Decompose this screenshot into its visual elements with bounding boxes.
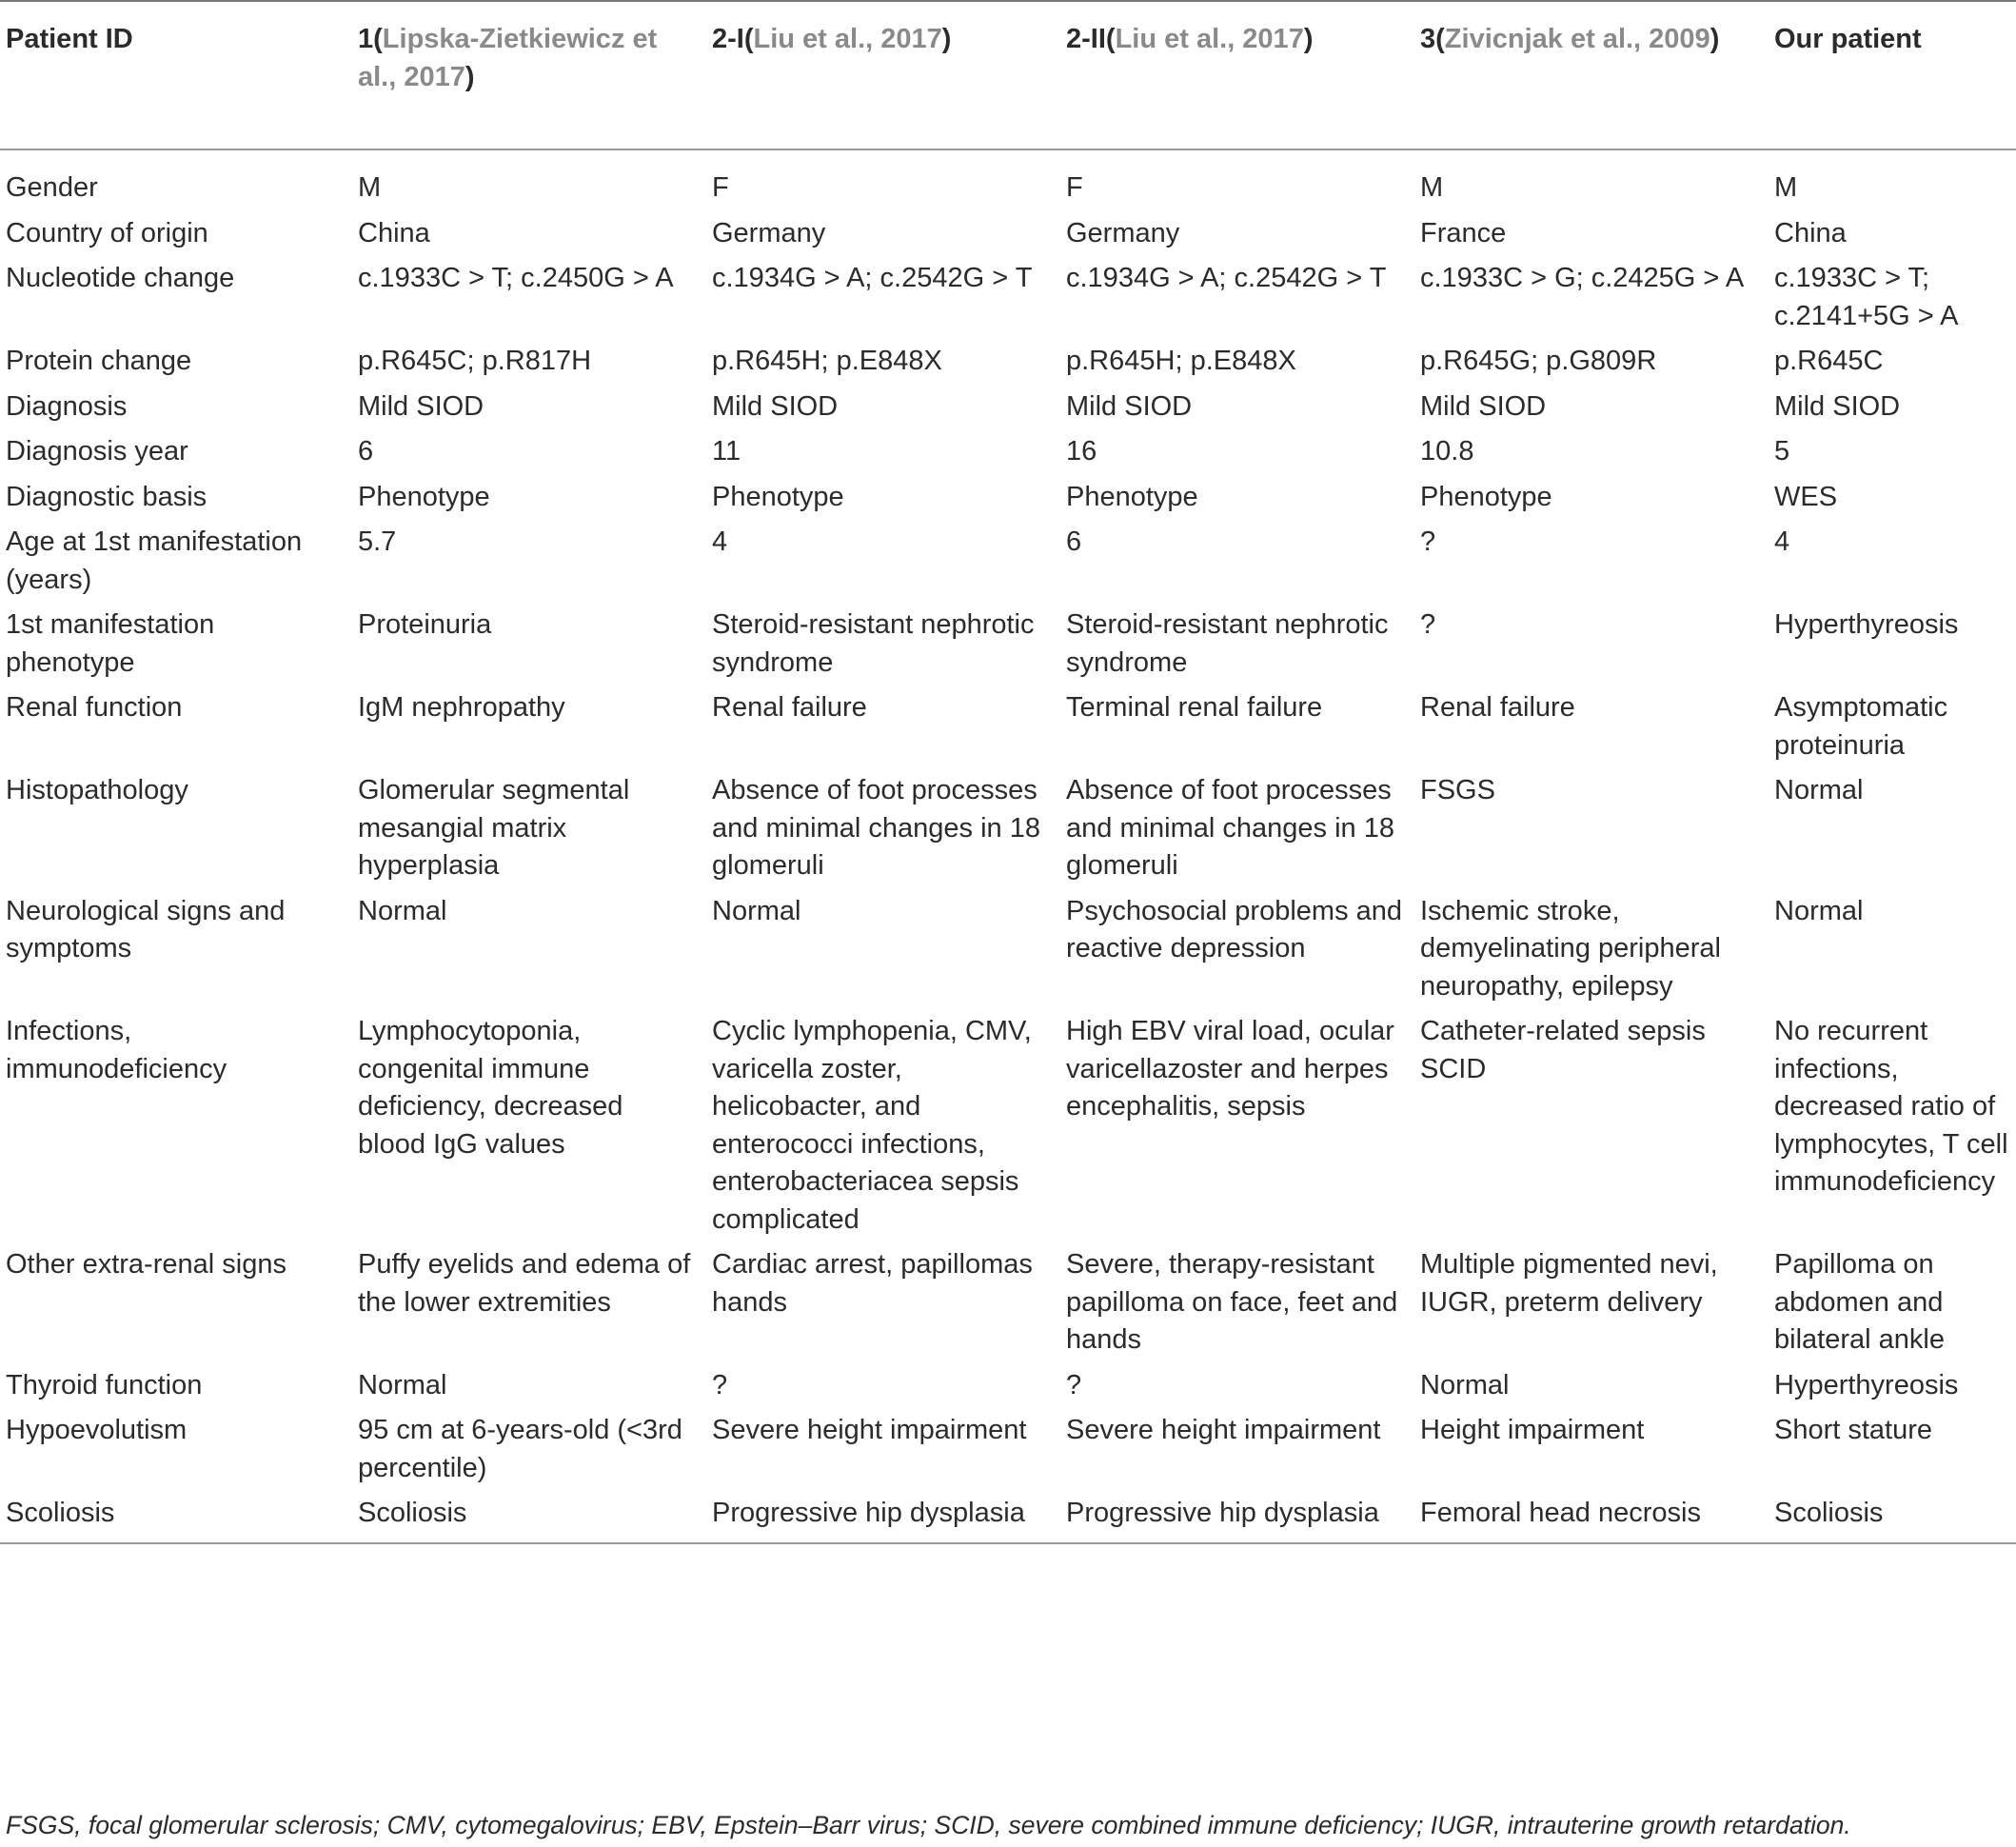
cell-patient-2-i: ? [712,1369,728,1400]
cell-patient-3: Phenotype [1420,481,1552,512]
cell-patient-3: France [1420,217,1507,248]
header-patient-2-i [704,1,1058,149]
cell-patient-2-ii: Mild SIOD [1066,390,1193,422]
reference-link[interactable]: Zivicnjak et al., 2009 [1444,24,1710,54]
cell-our-patient: WES [1774,481,1838,512]
row-label: Neurological signs and symptoms [6,895,286,963]
cell-patient-3: ? [1420,609,1436,640]
reference-link[interactable]: Liu et al., 2017 [1115,24,1304,54]
cell-patient-2-ii: Severe, therapy-resistant papilloma on face, feet and hands [1066,1249,1398,1355]
header-patient-2-ii [1058,1,1413,149]
row-label: 1st manifestation phenotype [6,609,215,678]
cell-patient-1: Lymphocytoponia, congenital immune deficiency, decreased blood IgG values [358,1016,623,1160]
cell-patient-2-i: p.R645H; p.E848X [712,346,942,376]
table-row [0,260,2016,343]
table-row [0,433,2016,479]
cell-patient-2-i: Steroid-resistant nephrotic syndrome [712,609,1035,678]
header-patient-1 [350,1,704,149]
cell-patient-3: Height impairment [1420,1415,1645,1445]
row-label: Other extra-renal signs [6,1249,287,1280]
cell-our-patient: Hyperthyreosis [1774,609,1959,640]
table-row [0,343,2016,388]
table-row [0,215,2016,261]
cell-patient-1: Proteinuria [358,609,492,640]
table-row [0,388,2016,434]
cell-patient-1: Scoliosis [358,1498,467,1528]
cell-patient-2-ii: 16 [1066,436,1097,467]
cell-patient-1: Mild SIOD [358,390,484,422]
cell-patient-1: 5.7 [358,526,397,557]
cell-our-patient: 5 [1774,436,1790,467]
header-paren: ) [1303,24,1314,54]
row-label: Hypoevolutism [6,1415,188,1445]
header-patient-number: 1( [358,24,383,54]
reference-link[interactable]: Liu et al., 2017 [753,24,942,54]
cell-patient-3: Multiple pigmented nevi, IUGR, preterm delivery [1420,1249,1718,1318]
row-label: Diagnostic basis [6,481,208,512]
header-patient-number: 2-I( [712,24,754,54]
cell-patient-3: Renal failure [1420,692,1575,723]
row-label: Diagnosis year [6,436,188,467]
cell-patient-2-i: Normal [712,895,801,926]
cell-patient-2-ii: Absence of foot processes and minimal changes in 18 glomeruli [1066,775,1394,881]
cell-patient-2-i: Phenotype [712,481,844,512]
cell-our-patient: Normal [1774,775,1864,805]
header-patient-id: Patient ID [6,24,133,54]
cell-patient-2-ii: Steroid-resistant nephrotic syndrome [1066,609,1389,678]
table-row [0,772,2016,893]
cell-patient-2-i: Renal failure [712,692,867,723]
cell-patient-2-i: 4 [712,526,728,557]
header-paren: ) [464,61,475,92]
table-row [0,149,2016,215]
header-patient-number: 3( [1420,24,1445,54]
cell-patient-2-i: Severe height impairment [712,1415,1027,1445]
cell-patient-3: Ischemic stroke, demyelinating peripheral neuropathy, epilepsy [1420,895,1721,1002]
cell-patient-2-ii: Phenotype [1066,481,1198,512]
table-footnote: FSGS, focal glomerular sclerosis; CMV, cytomegalovirus; EBV, Epstein–Barr virus; SCID, severe combined immune deficiency; IUGR, intrauterine growth retardation. [6,1811,1851,1839]
row-label: Nucleotide change [6,263,235,293]
cell-our-patient: Scoliosis [1774,1498,1884,1528]
cell-patient-2-ii: p.R645H; p.E848X [1066,346,1296,376]
cell-patient-3: Catheter-related sepsis SCID [1420,1016,1706,1084]
header-row [0,1,2016,149]
cell-patient-1: Normal [358,1369,447,1400]
cell-patient-3: Normal [1420,1369,1510,1400]
cell-our-patient: Papilloma on abdomen and bilateral ankle [1774,1249,1945,1355]
cell-patient-2-ii: Progressive hip dysplasia [1066,1498,1379,1528]
cell-patient-2-i: Absence of foot processes and minimal changes in 18 glomeruli [712,775,1040,881]
cell-our-patient: Short stature [1774,1415,1933,1445]
row-label: Protein change [6,346,192,376]
cell-our-patient: Asymptomatic proteinuria [1774,692,1948,761]
header-patient-number: 2-II( [1066,24,1116,54]
cell-our-patient: 4 [1774,526,1790,557]
cell-patient-3: Mild SIOD [1420,390,1547,422]
cell-patient-3: ? [1420,526,1436,557]
table-row [0,1412,2016,1495]
cell-patient-3: Femoral head necrosis [1420,1498,1701,1528]
table-row [0,689,2016,772]
cell-patient-2-ii: Terminal renal failure [1066,692,1323,723]
cell-patient-2-i: Cyclic lymphopenia, CMV, varicella zoster, helicobacter, and enterococci infections, enterobacteriacea sepsis complicated [712,1016,1032,1235]
cell-our-patient: No recurrent infections, decreased ratio of lymphocytes, T cell immunodeficiency [1774,1016,2008,1197]
row-label: Diagnosis [6,390,128,422]
cell-patient-1: 6 [358,436,374,467]
cell-patient-2-ii: 6 [1066,526,1082,557]
row-label: Gender [6,172,98,203]
cell-patient-2-i: Cardiac arrest, papillomas hands [712,1249,1033,1318]
cell-patient-3: M [1420,172,1444,203]
header-our-patient: Our patient [1774,24,1922,54]
cell-our-patient: M [1774,172,1798,203]
cell-patient-2-ii: c.1934G > A; c.2542G > T [1066,263,1387,293]
cell-our-patient: Hyperthyreosis [1774,1369,1959,1400]
cell-our-patient: p.R645C [1774,346,1884,376]
cell-patient-1: Glomerular segmental mesangial matrix hyperplasia [358,775,630,881]
table-body [0,149,2016,1543]
cell-our-patient: Normal [1774,895,1864,926]
row-label: Age at 1st manifestation (years) [6,526,303,595]
row-label: Infections, immunodeficiency [6,1016,227,1084]
cell-patient-1: M [358,172,382,203]
cell-patient-2-i: Mild SIOD [712,390,839,422]
table-row [0,479,2016,525]
row-label: Renal function [6,692,183,723]
cell-patient-2-i: 11 [712,436,741,467]
header-paren: ) [941,24,952,54]
row-label: Thyroid function [6,1369,203,1400]
cell-our-patient: China [1774,217,1847,248]
cell-patient-1: 95 cm at 6-years-old (<3rd percentile) [358,1415,682,1483]
row-label: Scoliosis [6,1498,115,1528]
cell-our-patient: c.1933C > T; c.2141+5G > A [1774,263,1959,331]
cell-patient-2-i: Progressive hip dysplasia [712,1498,1025,1528]
table-row [0,1013,2016,1246]
cell-patient-2-ii: Germany [1066,217,1180,248]
cell-patient-1: IgM nephropathy [358,692,565,723]
cell-patient-3: 10.8 [1420,436,1474,467]
cell-patient-2-i: F [712,172,729,203]
cell-patient-2-ii: F [1066,172,1083,203]
cell-patient-2-i: c.1934G > A; c.2542G > T [712,263,1033,293]
row-label: Histopathology [6,775,188,805]
table-row [0,1246,2016,1367]
table-row [0,524,2016,606]
cell-patient-3: FSGS [1420,775,1495,805]
table-header [0,1,2016,149]
cell-patient-1: China [358,217,430,248]
table-row [0,1367,2016,1413]
cell-patient-1: c.1933C > T; c.2450G > A [358,263,674,293]
cell-patient-3: c.1933C > G; c.2425G > A [1420,263,1745,293]
cell-patient-2-ii: ? [1066,1369,1082,1400]
table-row [0,1495,2016,1543]
row-label: Country of origin [6,217,208,248]
cell-patient-1: Phenotype [358,481,490,512]
cell-patient-2-ii: Psychosocial problems and reactive depression [1066,895,1403,963]
cell-patient-2-ii: Severe height impairment [1066,1415,1381,1445]
cell-our-patient: Mild SIOD [1774,390,1901,422]
reference-link[interactable]: Lipska-Zietkiewicz et al., 2017 [358,24,658,92]
header-paren: ) [1710,24,1720,54]
cell-patient-1: Puffy eyelids and edema of the lower extremities [358,1249,691,1318]
cell-patient-3: p.R645G; p.G809R [1420,346,1657,376]
table-row [0,893,2016,1014]
cell-patient-2-ii: High EBV viral load, ocular varicellazoster and herpes encephalitis, sepsis [1066,1016,1394,1122]
header-patient-3 [1413,1,1767,149]
cell-patient-1: p.R645C; p.R817H [358,346,592,376]
table-row [0,606,2016,689]
cell-patient-2-i: Germany [712,217,826,248]
cell-patient-1: Normal [358,895,447,926]
